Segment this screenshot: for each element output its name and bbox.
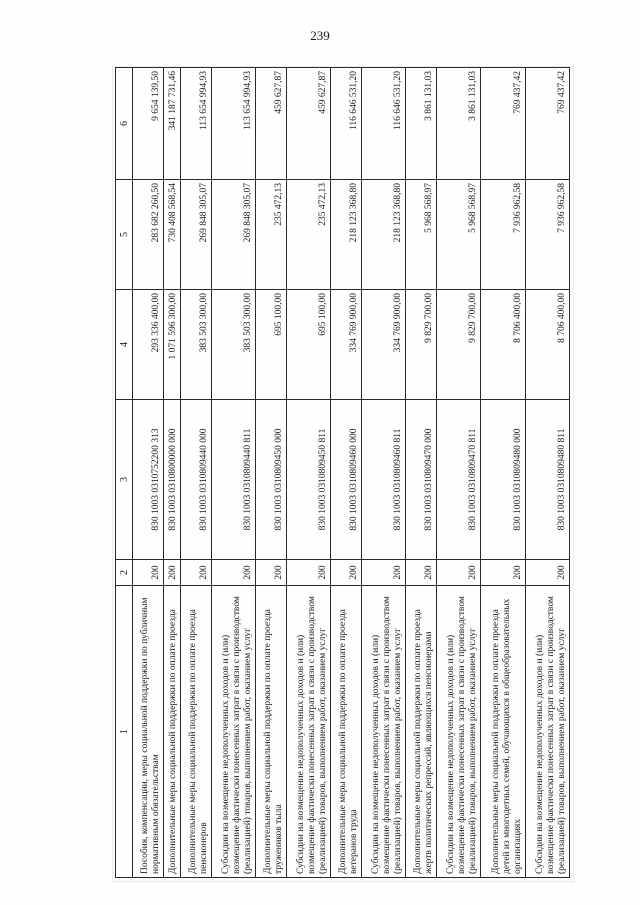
header-cell-code: 2 — [116, 560, 133, 586]
cell-kcsr: 830 1003 0310809440 000 — [180, 400, 211, 560]
cell-name: Дополнительные меры социальной поддержки по оплате проезда — [163, 586, 180, 878]
cell-rest: 769 437,42 — [481, 68, 525, 180]
cell-fact: 269 848 305,07 — [180, 180, 211, 290]
cell-name: Субсидии на возмещение недополученных доходов и (или) возмещение фактически понесенных затрат в связи с производством (реализацией) товаров, выполнением работ, оказанием услуг — [211, 586, 255, 878]
cell-name: Субсидии на возмещение недополученных доходов и (или) возмещение фактически понесенных затрат в связи с производством (реализацией) товаров, выполнением работ, оказанием услуг — [436, 586, 480, 878]
cell-fact: 7 936 962,58 — [525, 180, 569, 290]
cell-kcsr: 830 1003 0310809470 000 — [406, 400, 437, 560]
cell-rest: 341 187 731,46 — [163, 68, 180, 180]
cell-plan: 293 336 400,00 — [133, 290, 164, 400]
cell-name: Субсидии на возмещение недополученных доходов и (или) возмещение фактически понесенных затрат в связи с производством (реализацией) товаров, выполнением работ, оказанием услуг — [525, 586, 569, 878]
cell-kcsr: 830 1003 0310809450 811 — [286, 400, 330, 560]
cell-name: Субсидии на возмещение недополученных доходов и (или) возмещение фактически понесенных затрат в связи с производством (реализацией) товаров, выполнением работ, оказанием услуг — [286, 586, 330, 878]
cell-name: Дополнительные меры социальной поддержки по оплате проезда тружеников тыла — [256, 586, 287, 878]
cell-rest: 769 437,42 — [525, 68, 569, 180]
header-cell-rest: 6 — [116, 68, 133, 180]
cell-code: 200 — [211, 560, 255, 586]
cell-name: Дополнительные меры социальной поддержки по оплате проезда жертв политических репрессий, являющихся пенсионерами — [406, 586, 437, 878]
page-number: 239 — [310, 28, 330, 43]
table-row — [406, 68, 437, 878]
cell-rest: 116 646 531,20 — [361, 68, 405, 180]
cell-name: Дополнительные меры социальной поддержки по оплате проезда детей из многодетных семей, обучающихся в общеобразовательных организациях — [481, 586, 525, 878]
cell-rest: 3 861 131,03 — [436, 68, 480, 180]
cell-name: Субсидии на возмещение недополученных доходов и (или) возмещение фактически понесенных затрат в связи с производством (реализацией) товаров, выполнением работ, оказанием услуг — [361, 586, 405, 878]
table-row — [163, 68, 180, 878]
table-row — [481, 68, 525, 878]
cell-kcsr: 830 1003 0310809480 811 — [525, 400, 569, 560]
table-row — [525, 68, 569, 878]
cell-code: 200 — [406, 560, 437, 586]
table-row — [436, 68, 480, 878]
cell-fact: 730 408 568,54 — [163, 180, 180, 290]
cell-plan: 9 829 700,00 — [406, 290, 437, 400]
cell-kcsr: 830 1003 0310809460 811 — [361, 400, 405, 560]
cell-fact: 269 848 305,07 — [211, 180, 255, 290]
cell-fact: 5 968 568,97 — [436, 180, 480, 290]
cell-rest: 113 654 994,93 — [180, 68, 211, 180]
cell-code: 200 — [163, 560, 180, 586]
cell-name: Пособия, компенсации, меры социальной поддержки по публичным нормативным обязательствам — [133, 586, 164, 878]
cell-rest: 3 861 131,03 — [406, 68, 437, 180]
table-row — [286, 68, 330, 878]
cell-plan: 334 769 900,00 — [361, 290, 405, 400]
table-row — [331, 68, 362, 878]
cell-fact: 218 123 368,80 — [361, 180, 405, 290]
cell-plan: 9 829 700,00 — [436, 290, 480, 400]
cell-kcsr: 830 1003 0310809480 000 — [481, 400, 525, 560]
cell-kcsr: 830 1003 0310809450 000 — [256, 400, 287, 560]
cell-plan: 1 071 596 300,00 — [163, 290, 180, 400]
cell-rest: 459 627,87 — [256, 68, 287, 180]
cell-fact: 235 472,13 — [286, 180, 330, 290]
cell-plan: 695 100,00 — [256, 290, 287, 400]
table-row — [256, 68, 287, 878]
cell-rest: 459 627,87 — [286, 68, 330, 180]
cell-kcsr: 830 1003 0310809470 811 — [436, 400, 480, 560]
cell-kcsr: 830 1003 0310800000 000 — [163, 400, 180, 560]
table-row — [361, 68, 405, 878]
cell-fact: 235 472,13 — [256, 180, 287, 290]
cell-code: 200 — [331, 560, 362, 586]
cell-plan: 695 100,00 — [286, 290, 330, 400]
table-row — [133, 68, 164, 878]
cell-rest: 113 654 994,93 — [211, 68, 255, 180]
cell-code: 200 — [436, 560, 480, 586]
cell-kcsr: 830 1003 0310809440 811 — [211, 400, 255, 560]
cell-kcsr: 830 1003 0310752200 313 — [133, 400, 164, 560]
cell-name: Дополнительные меры социальной поддержки по оплате проезда пенсионеров — [180, 586, 211, 878]
table-header-row — [116, 68, 133, 878]
cell-code: 200 — [361, 560, 405, 586]
cell-fact: 7 936 962,58 — [481, 180, 525, 290]
table-row — [180, 68, 211, 878]
cell-rest: 116 646 531,20 — [331, 68, 362, 180]
cell-fact: 5 968 568,97 — [406, 180, 437, 290]
cell-plan: 8 706 400,00 — [525, 290, 569, 400]
cell-kcsr: 830 1003 0310809460 000 — [331, 400, 362, 560]
header-cell-name: 1 — [116, 586, 133, 878]
cell-plan: 8 706 400,00 — [481, 290, 525, 400]
header-cell-kcsr: 3 — [116, 400, 133, 560]
cell-rest: 9 654 139,50 — [133, 68, 164, 180]
header-cell-fact: 5 — [116, 180, 133, 290]
cell-plan: 383 503 300,00 — [211, 290, 255, 400]
cell-code: 200 — [256, 560, 287, 586]
budget-table — [115, 67, 570, 878]
table-rotator — [115, 68, 570, 878]
cell-name: Дополнительные меры социальной поддержки по оплате проезда ветеранов труда — [331, 586, 362, 878]
cell-code: 200 — [180, 560, 211, 586]
cell-fact: 218 123 368,80 — [331, 180, 362, 290]
cell-code: 200 — [481, 560, 525, 586]
rotated-table-frame — [115, 68, 570, 878]
table-row — [211, 68, 255, 878]
table-body — [116, 68, 570, 878]
cell-fact: 283 682 260,50 — [133, 180, 164, 290]
cell-plan: 334 769 900,00 — [331, 290, 362, 400]
cell-code: 200 — [525, 560, 569, 586]
header-cell-plan: 4 — [116, 290, 133, 400]
cell-code: 200 — [133, 560, 164, 586]
cell-plan: 383 503 300,00 — [180, 290, 211, 400]
cell-code: 200 — [286, 560, 330, 586]
